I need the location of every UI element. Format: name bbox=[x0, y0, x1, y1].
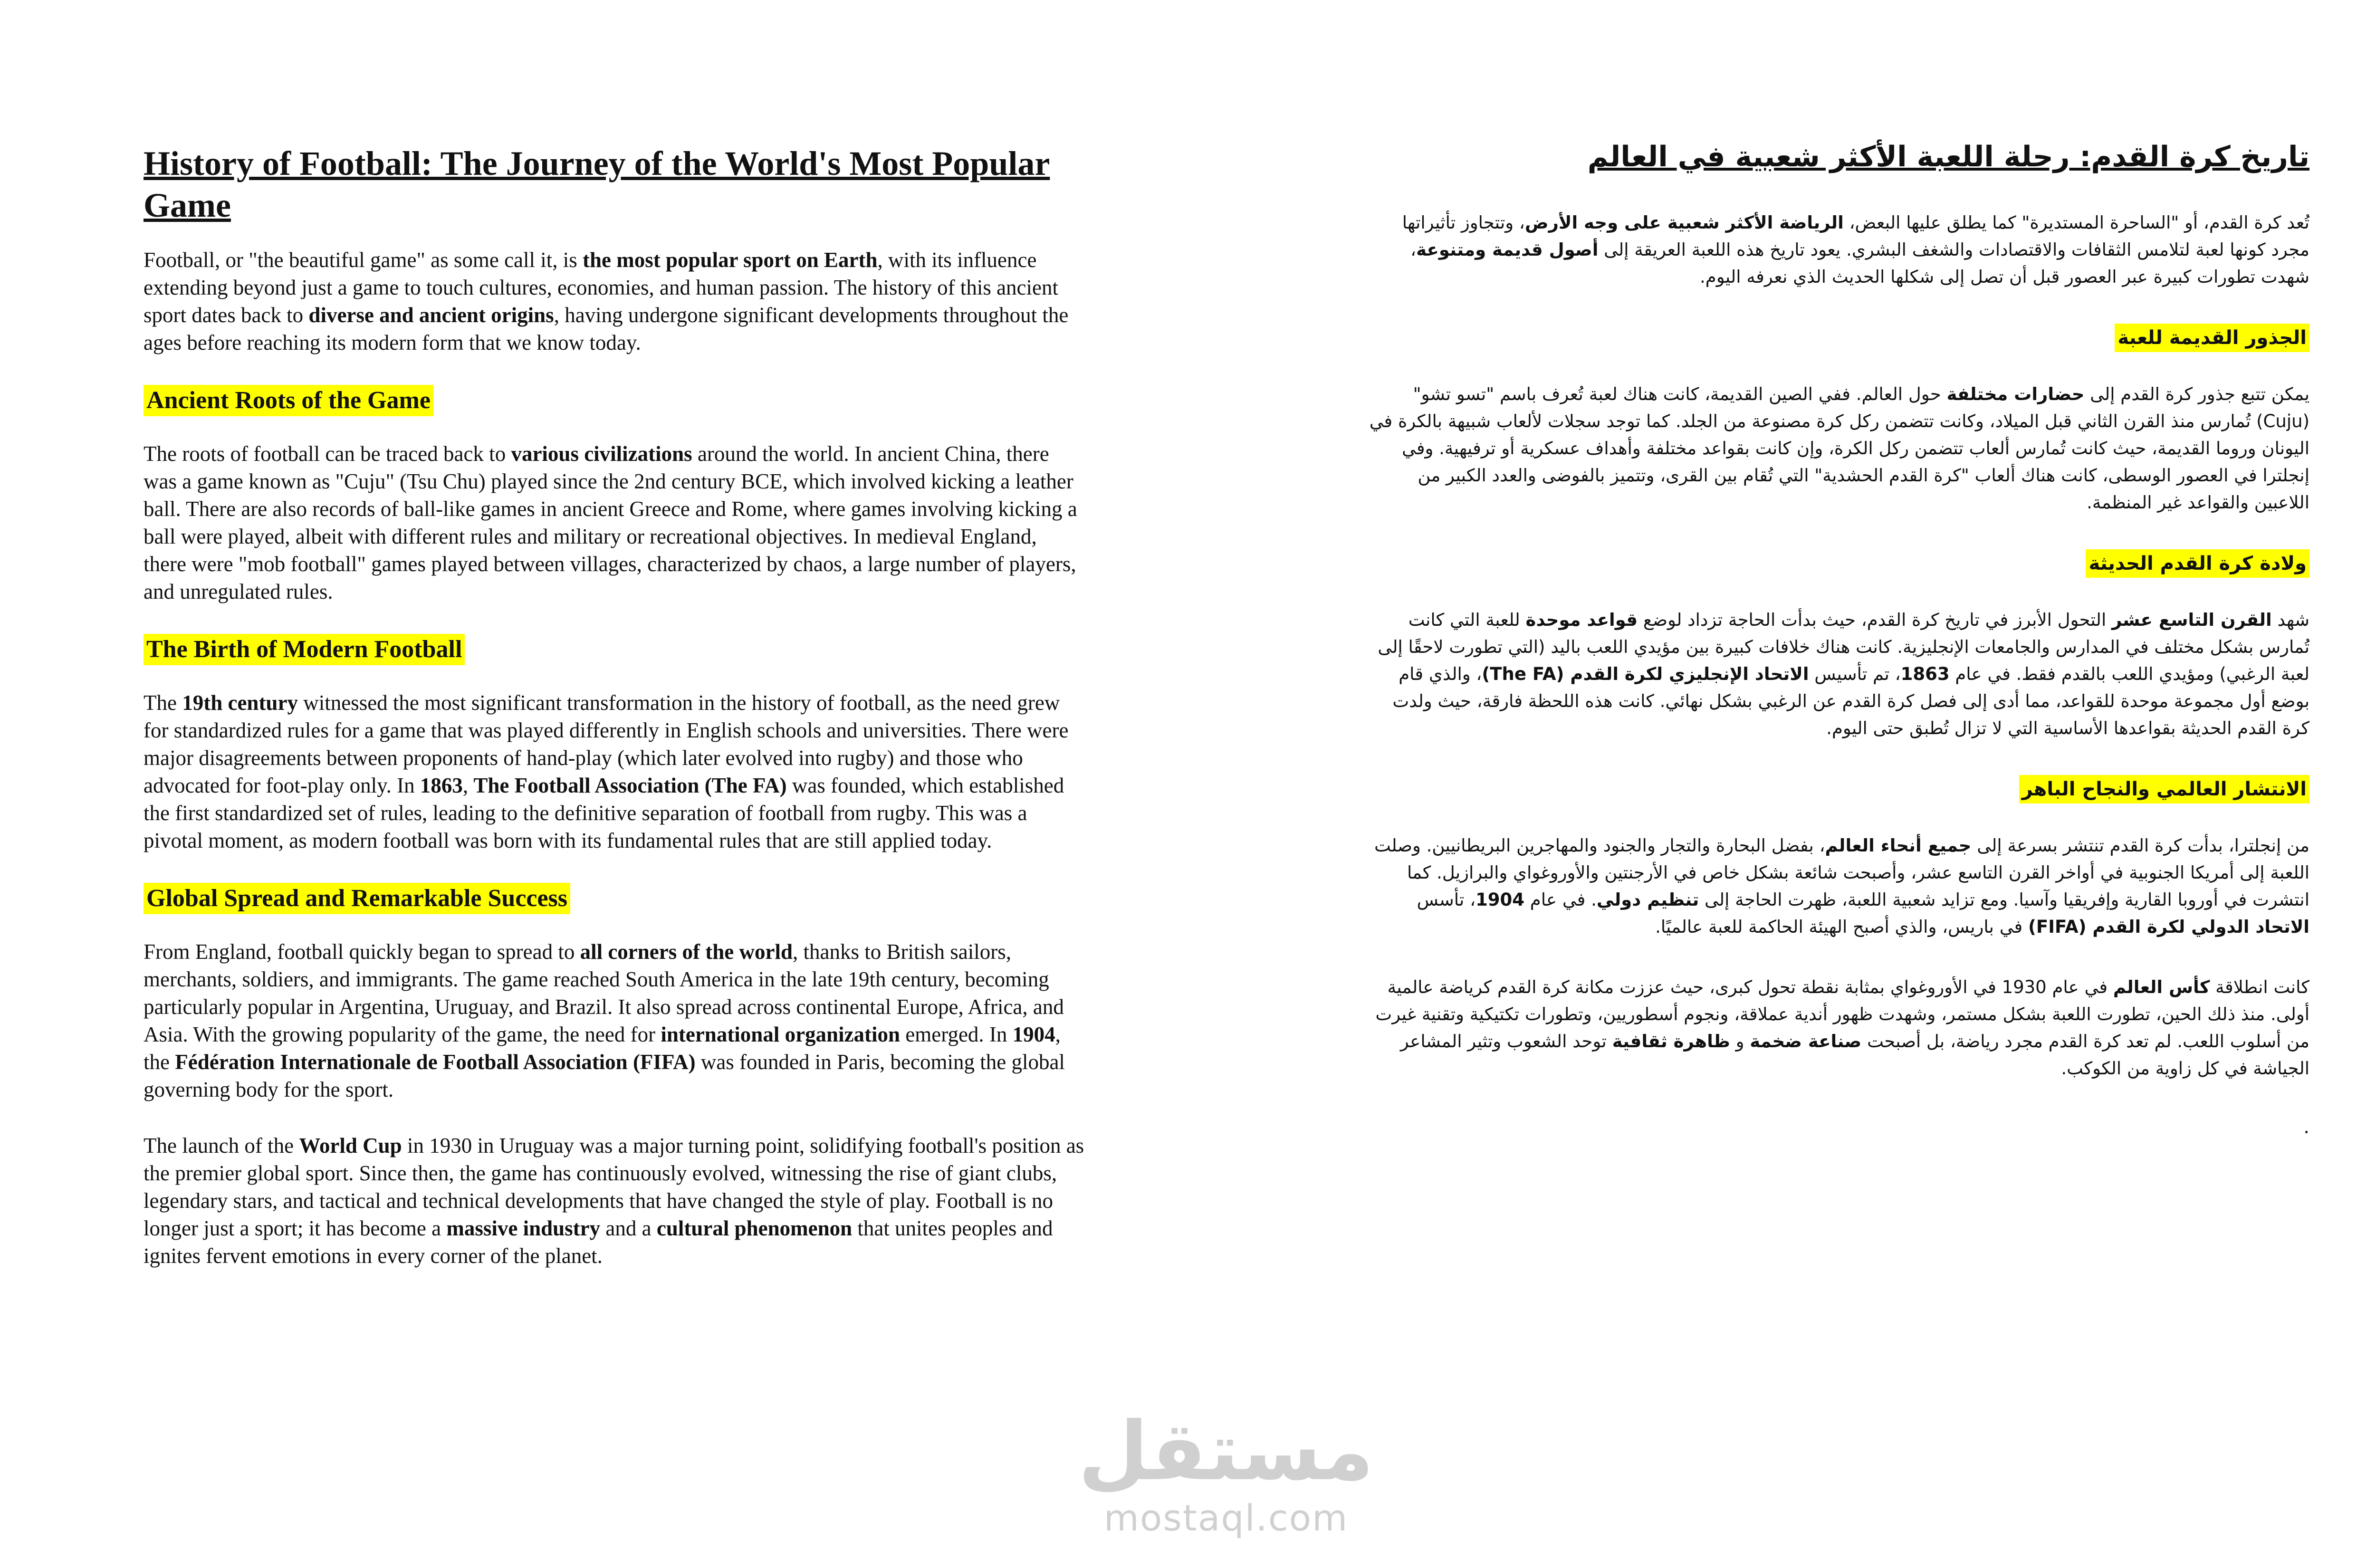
english-section-ancient-roots-heading: Ancient Roots of the Game bbox=[144, 385, 433, 416]
arabic-section-global-spread-heading: الانتشار العالمي والنجاح الباهر bbox=[2019, 775, 2309, 803]
english-ancient-roots-paragraph: The roots of football can be traced back to various civilizations around the world. In ancient China, there was a game known as "Cuju" (Tsu Chu) played since the 2nd century BCE, which involved kicking a leather ball. There are also records of ball-like games in ancient Greece and Rome, where games involving kicking a ball were played, albeit with different rules and military or recreational objectives. In medieval England, there were "mob football" games played between villages, characterized by chaos, a large number of players, and unregulated rules. bbox=[144, 442, 1077, 603]
english-modern-birth-paragraph: The 19th century witnessed the most significant transformation in the history of football, as the need grew for standardized rules for a game that was played differently in English schools and universities. There were major disagreements between proponents of hand-play (which later evolved into rugby) and those who advocated for foot-play only. In 1863, The Football Association (The FA) was founded, which established the first standardized set of rules, leading to the definitive separation of football from rugby. This was a pivotal moment, as modern football was born with its fundamental rules that are still applied today. bbox=[144, 691, 1069, 852]
arabic-title: تاريخ كرة القدم: رحلة اللعبة الأكثر شعبية في العالم bbox=[1587, 140, 2309, 173]
arabic-global-spread-paragraph-2: كانت انطلاقة كأس العالم في عام 1930 في الأوروغواي بمثابة نقطة تحول كبرى، حيث عززت مكانة كرة القدم كرياضة عالمية أولى. منذ ذلك الحين، تطورت اللعبة بشكل مستمر، وشهدت ظهور أندية عملاقة، ونجوم أسطوريين، وتطورات تكتيكية وتقنية غيرت من أسلوب اللعب. لم تعد كرة القدم مجرد رياضة، بل أصبحت صناعة ضخمة و ظاهرة ثقافية توحد الشعوب وتثير المشاعر الجياشة في كل زاوية من الكوكب. bbox=[1375, 977, 2309, 1079]
arabic-modern-birth-paragraph: شهد القرن التاسع عشر التحول الأبرز في تاريخ كرة القدم، حيث بدأت الحاجة تزداد لوضع قواعد موحدة للعبة التي كانت تُمارس بشكل مختلف في المدارس والجامعات الإنجليزية. كانت هناك خلافات كبيرة بين مؤيدي اللعب باليد (التي تطورت لاحقًا إلى لعبة الرغبي) ومؤيدي اللعب بالقدم فقط. في عام 1863، تم تأسيس الاتحاد الإنجليزي لكرة القدم (The FA)، والذي قام بوضع أول مجموعة موحدة للقواعد، مما أدى إلى فصل كرة القدم عن الرغبي بشكل نهائي. كانت هذه اللحظة فارقة، حيث ولدت كرة القدم الحديثة بقواعدها الأساسية التي لا تزال تُطبق حتى اليوم. bbox=[1378, 610, 2309, 738]
arabic-global-spread-paragraph-1: من إنجلترا، بدأت كرة القدم تنتشر بسرعة إلى جميع أنحاء العالم، بفضل البحارة والتجار والجنود والمهاجرين البريطانيين. وصلت اللعبة إلى أمريكا الجنوبية في أواخر القرن التاسع عشر، وأصبحت شائعة بشكل خاص في الأرجنتين والأوروغواي والبرازيل. كما انتشرت في أوروبا القارية وإفريقيا وآسيا. ومع تزايد شعبية اللعبة، ظهرت الحاجة إلى تنظيم دولي. في عام 1904، تأسس الاتحاد الدولي لكرة القدم (FIFA) في باريس، والذي أصبح الهيئة الحاكمة للعبة عالميًا. bbox=[1374, 835, 2309, 937]
english-section-modern-birth-heading: The Birth of Modern Football bbox=[144, 634, 465, 665]
watermark-arabic-logo-text: مستقل bbox=[1078, 1405, 1374, 1499]
english-global-spread-paragraph-2: The launch of the World Cup in 1930 in Uruguay was a major turning point, solidifying football's position as the premier global sport. Since then, the game has continuously evolved, witnessing the rise of giant clubs, legendary stars, and tactical and technical developments that have changed the style of play. Football is no longer just a sport; it has become a massive industry and a cultural phenomenon that unites peoples and ignites fervent emotions in every corner of the planet. bbox=[144, 1134, 1084, 1268]
arabic-column bbox=[1369, 138, 2309, 1139]
arabic-ancient-roots-paragraph: يمكن تتبع جذور كرة القدم إلى حضارات مختلفة حول العالم. ففي الصين القديمة، كانت هناك لعبة تُعرف باسم "تسو تشو" (Cuju) تُمارس منذ القرن الثاني قبل الميلاد، وكانت تتضمن ركل كرة مصنوعة من الجلد. كما توجد سجلات لألعاب شبيهة بالكرة في اليونان وروما القديمة، حيث كانت تُمارس ألعاب تتضمن ركل الكرة، وإن كانت بقواعد مختلفة وأهداف عسكرية أو ترفيهية. وفي إنجلترا في العصور الوسطى، كانت هناك ألعاب "كرة القدم الحشدية" التي تُقام بين القرى، وتتميز بالفوضى والعدد الكبير من اللاعبين والقواعد غير المنظمة. bbox=[1369, 384, 2309, 513]
mostaql-watermark bbox=[1060, 1406, 1392, 1539]
english-intro-paragraph: Football, or "the beautiful game" as some call it, is the most popular sport on Earth, with its influence extending beyond just a game to touch cultures, economies, and human passion. The history of this ancient sport dates back to diverse and ancient origins, having undergone significant developments throughout the ages before reaching its modern form that we know today. bbox=[144, 248, 1069, 354]
arabic-intro-paragraph: تُعد كرة القدم، أو "الساحرة المستديرة" كما يطلق عليها البعض، الرياضة الأكثر شعبية على وجه الأرض، وتتجاوز تأثيراتها مجرد كونها لعبة لتلامس الثقافات والاقتصادات والشغف البشري. يعود تاريخ هذه اللعبة العريقة إلى أصول قديمة ومتنوعة، شهدت تطورات كبيرة عبر العصور قبل أن تصل إلى شكلها الحديث الذي نعرفه اليوم. bbox=[1402, 212, 2309, 287]
english-section-global-spread-heading: Global Spread and Remarkable Success bbox=[144, 883, 570, 914]
english-column bbox=[144, 143, 1084, 1298]
arabic-section-modern-birth-heading: ولادة كرة القدم الحديثة bbox=[2086, 549, 2309, 578]
english-global-spread-paragraph-1: From England, football quickly began to spread to all corners of the world, thanks to British sailors, merchants, soldiers, and immigrants. The game reached South America in the late 19th century, becoming particularly popular in Argentina, Uruguay, and Brazil. It also spread across continental Europe, Africa, and Asia. With the growing popularity of the game, the need for international organization emerged. In 1904, the Fédération Internationale de Football Association (FIFA) was founded in Paris, becoming the global governing body for the sport. bbox=[144, 940, 1065, 1101]
watermark-latin-text: mostaql.com bbox=[1103, 1497, 1349, 1539]
arabic-section-ancient-roots-heading: الجذور القديمة للعبة bbox=[2115, 324, 2309, 352]
english-title: History of Football: The Journey of the World's Most Popular Game bbox=[144, 144, 1050, 224]
arabic-trailing-dot: . bbox=[2303, 1116, 2309, 1138]
